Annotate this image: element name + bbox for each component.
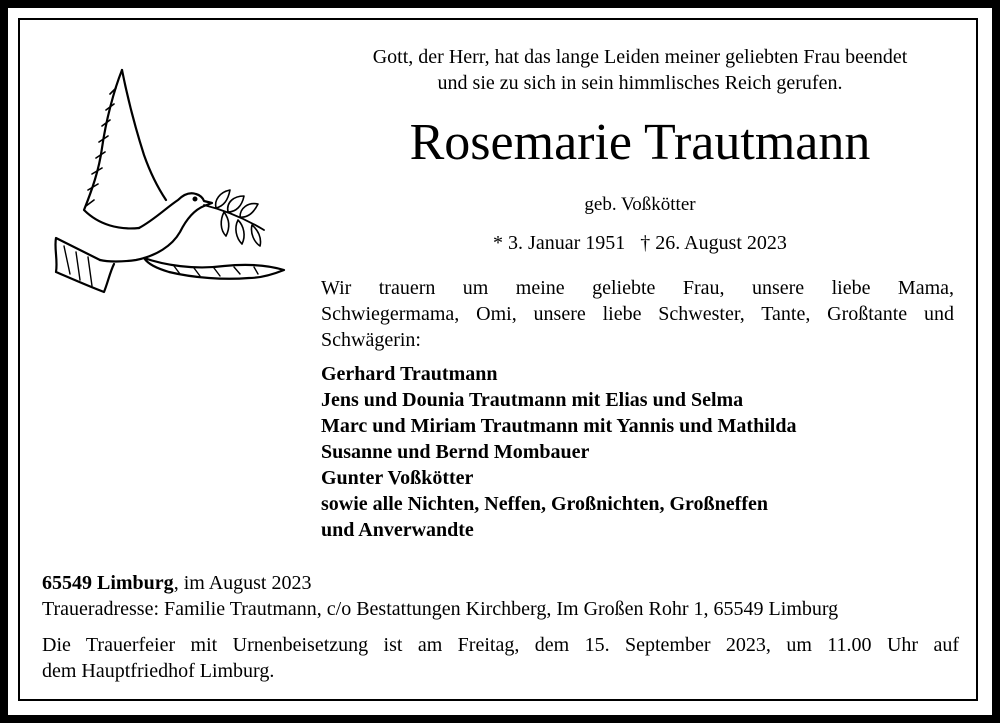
family-member: Gerhard Trautmann xyxy=(321,363,498,385)
family-member: sowie alle Nichten, Neffen, Großnichten, Großneffen xyxy=(321,493,769,515)
birth-name: geb. Voßkötter xyxy=(584,194,696,215)
mourning-text xyxy=(321,275,954,353)
place-date: , im August 2023 xyxy=(173,572,312,594)
family-member: Gunter Voßkötter xyxy=(321,467,474,489)
bible-verse xyxy=(320,44,960,96)
place-city: 65549 Limburg xyxy=(42,572,174,594)
verse-line: Gott, der Herr, hat das lange Leiden meiner geliebten Frau beendet xyxy=(372,46,908,68)
service-line: dem Hauptfriedhof Limburg. xyxy=(42,660,275,682)
family-member: Marc und Miriam Trautmann mit Yannis und Mathilda xyxy=(321,415,797,437)
family-list xyxy=(321,361,951,543)
family-member: Jens und Dounia Trautmann mit Elias und Selma xyxy=(321,389,744,411)
place-and-date xyxy=(42,570,962,596)
verse-line: und sie zu sich in sein himmlisches Reich gerufen. xyxy=(437,72,843,94)
family-member: und Anverwandte xyxy=(321,519,474,541)
mourning-line: Wir trauern um meine geliebte Frau, unsere liebe Mama, xyxy=(321,277,954,299)
family-member: Susanne und Bernd Mombauer xyxy=(321,441,590,463)
mourning-line: Schwiegermama, Omi, unsere liebe Schwester, Tante, Großtante und xyxy=(321,303,954,325)
dove-with-olive-branch-icon xyxy=(44,60,294,300)
deceased-name: Rosemarie Trautmann xyxy=(409,114,871,171)
death-date: † 26. August 2023 xyxy=(640,232,787,254)
mourning-address: Traueradresse: Familie Trautmann, c/o Bestattungen Kirchberg, Im Großen Rohr 1, 65549 Limburg xyxy=(42,598,839,620)
life-dates xyxy=(320,230,960,256)
mourning-line: Schwägerin: xyxy=(321,329,421,351)
service-line: Die Trauerfeier mit Urnenbeisetzung ist am Freitag, dem 15. September 2023, um 11.00 Uhr auf xyxy=(42,634,959,656)
birth-date: * 3. Januar 1951 xyxy=(493,232,626,254)
funeral-service-info xyxy=(42,632,959,684)
